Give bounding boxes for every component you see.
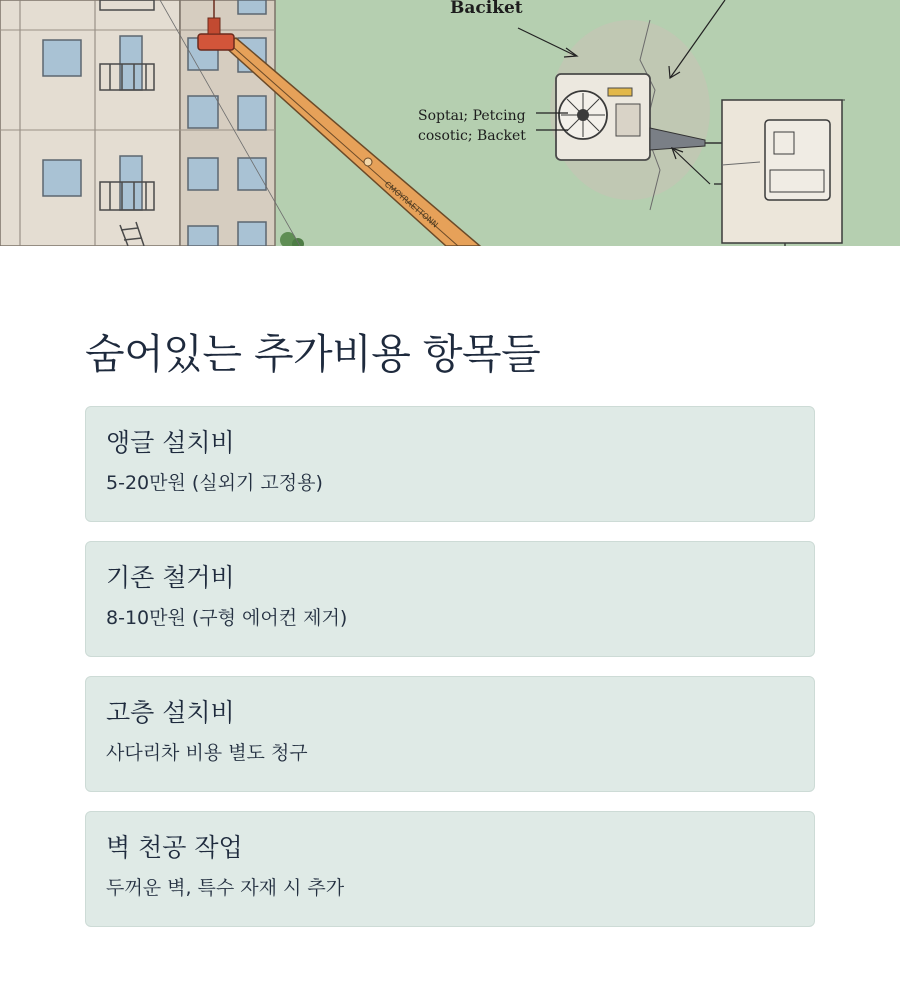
cost-item-card [85, 676, 815, 792]
cost-item-desc: 사다리차 비용 별도 청구 [106, 742, 308, 764]
cost-item-card [85, 811, 815, 927]
boom-text: CMOYRAETTONN [382, 179, 440, 230]
cost-item-title: 앵글 설치비 [106, 428, 235, 457]
cost-item-title: 고층 설치비 [106, 698, 235, 727]
label-line2: cosotic; Backet [418, 128, 526, 144]
cost-item-list [85, 406, 815, 927]
hero-illustration [0, 0, 900, 246]
section-title: 숨어있는 추가비용 항목들 [85, 330, 541, 378]
main-content [0, 326, 900, 927]
installation-illustration [0, 0, 900, 246]
label-line1: Soptaı; Petcing [418, 108, 526, 124]
cost-item-desc: 5-20만원 (실외기 고정용) [106, 472, 323, 494]
cost-item-title: 기존 철거비 [106, 563, 235, 592]
cost-item-card [85, 541, 815, 657]
label-top: Baciket [450, 0, 523, 18]
cost-item-desc: 8-10만원 (구형 에어컨 제거) [106, 607, 348, 629]
cost-item-desc: 두꺼운 벽, 특수 자재 시 추가 [106, 877, 345, 899]
cost-item-card [85, 406, 815, 522]
cost-item-title: 벽 천공 작업 [106, 833, 243, 862]
